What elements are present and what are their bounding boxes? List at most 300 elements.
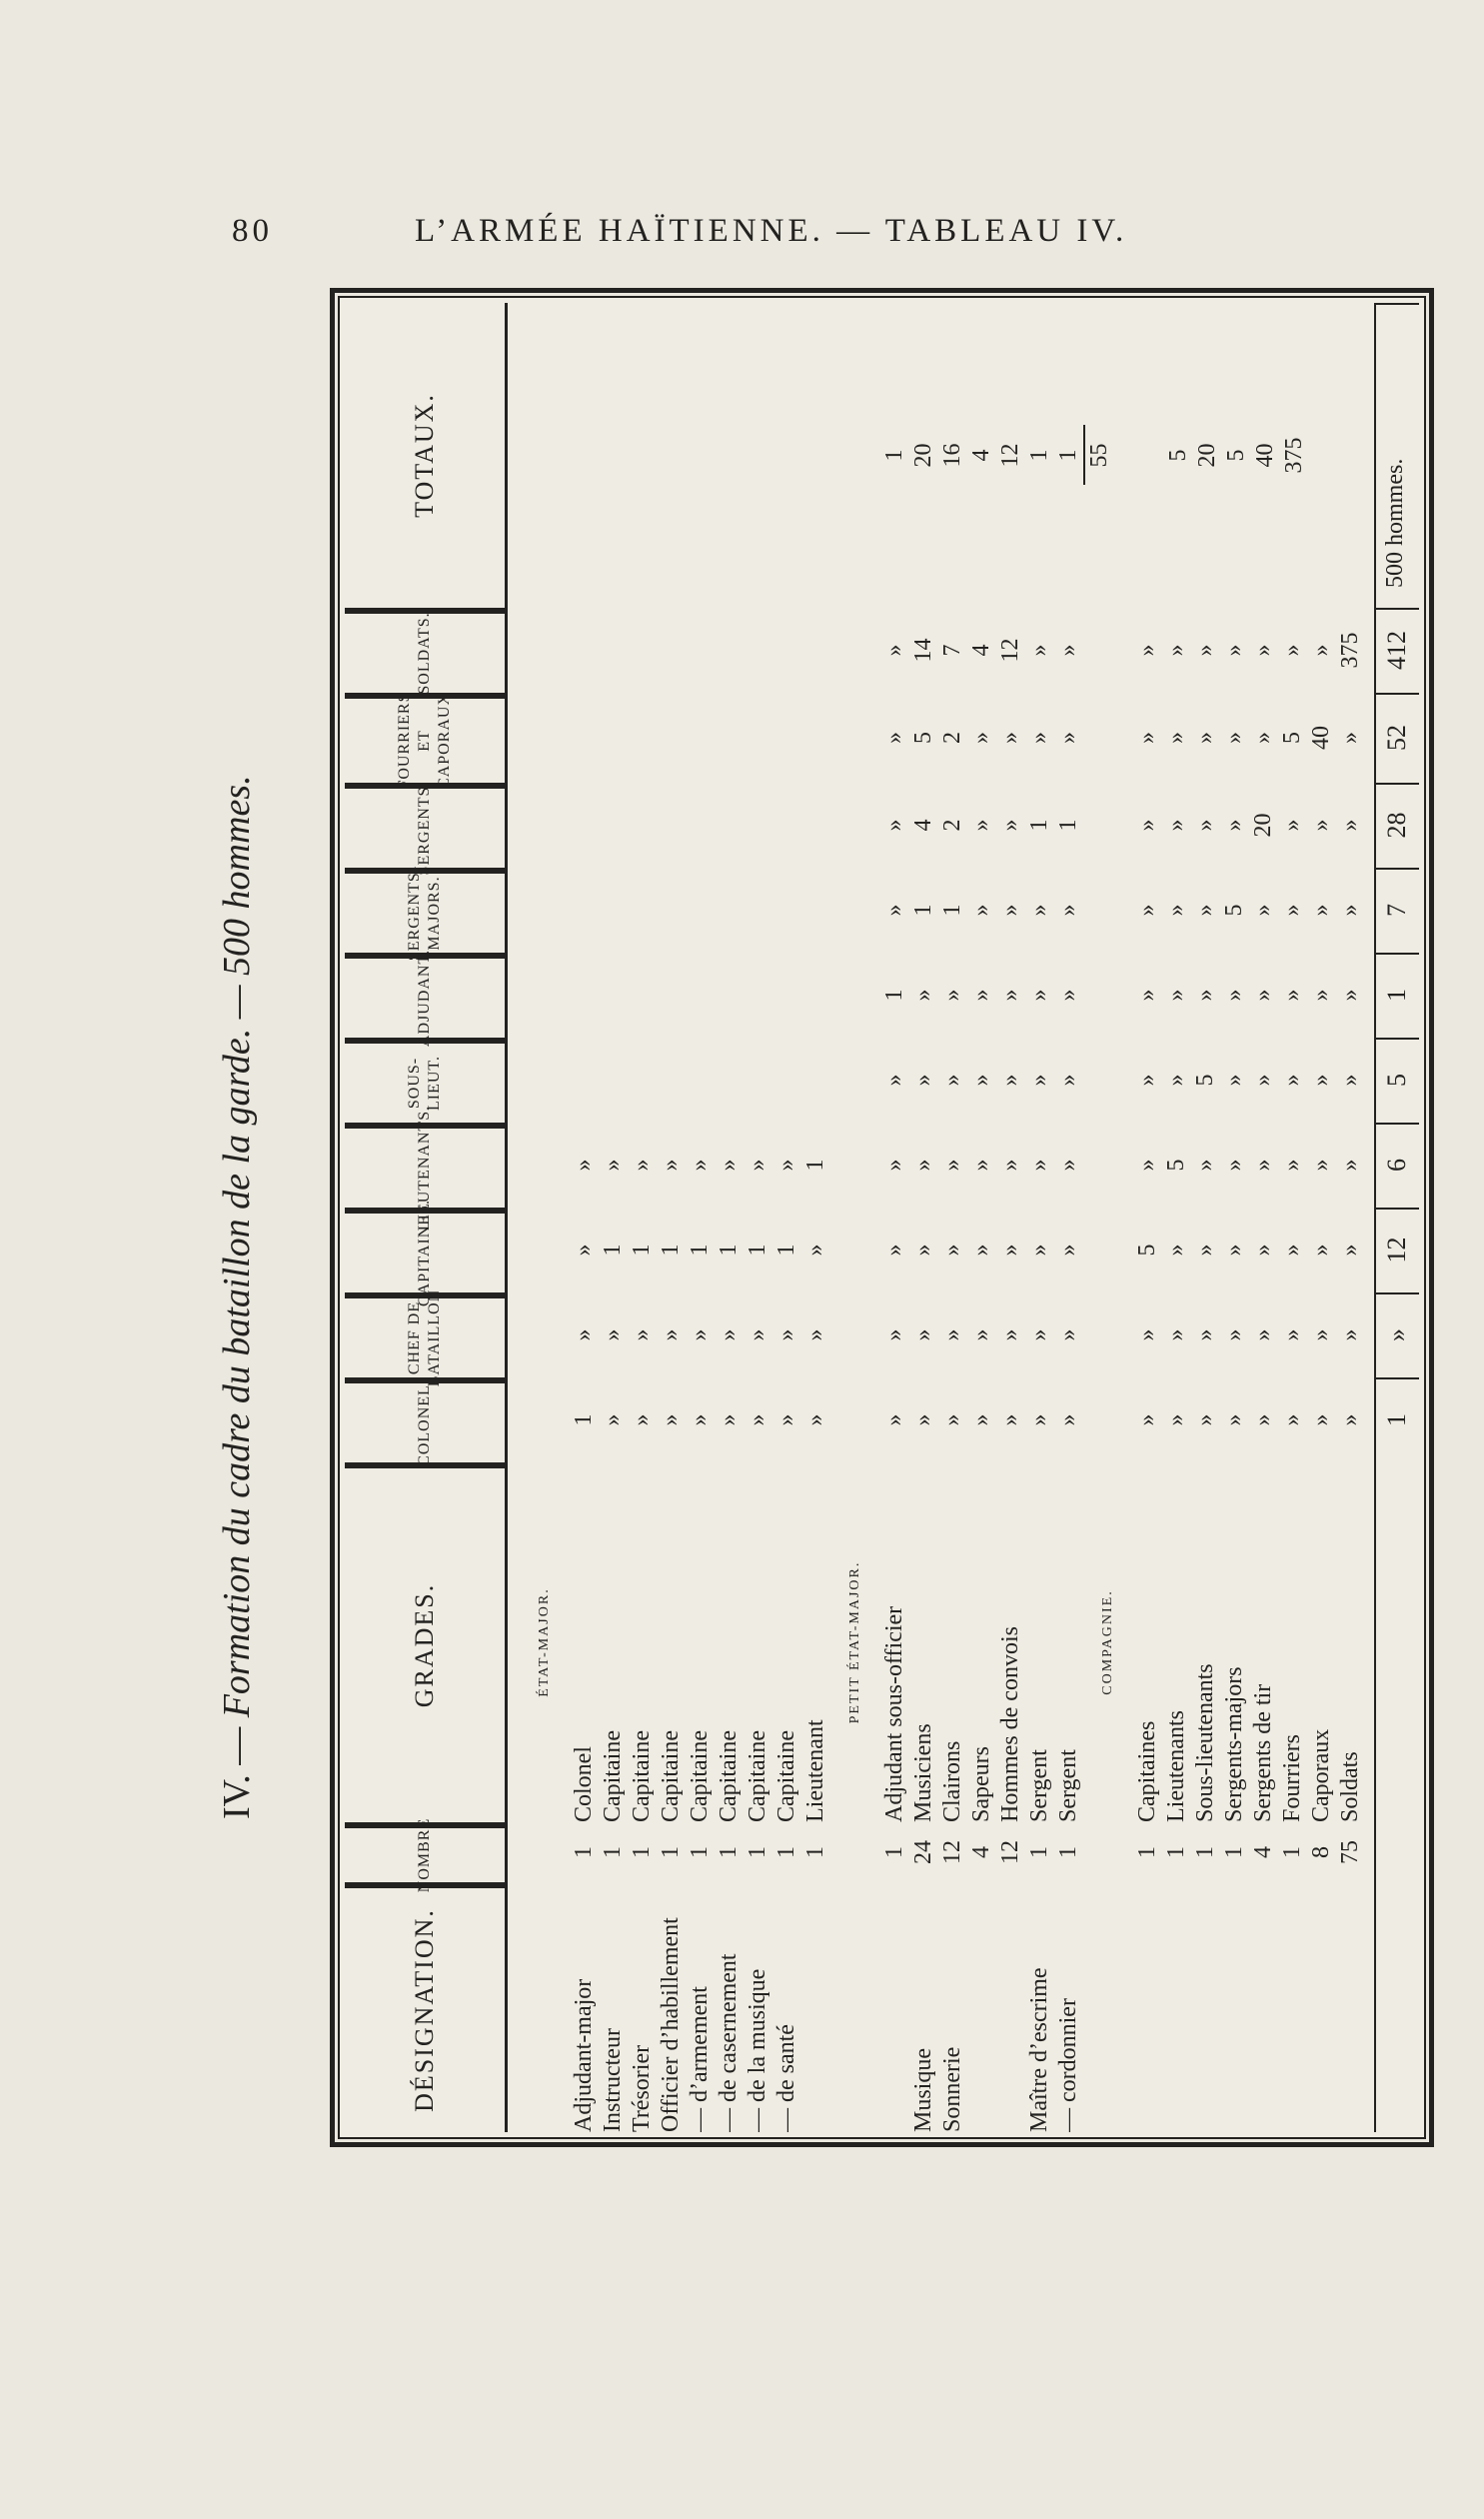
table-cell bbox=[1336, 1208, 1365, 1292]
table-cell bbox=[743, 1123, 772, 1208]
table-cell bbox=[938, 953, 967, 1038]
section-spacer bbox=[830, 1208, 880, 1292]
table-cell bbox=[1025, 783, 1054, 868]
row-label bbox=[599, 1462, 628, 1822]
cell-text: » bbox=[600, 1159, 626, 1172]
table-cell bbox=[772, 608, 801, 693]
cell-text: 12 bbox=[939, 1840, 965, 1864]
table-cell bbox=[715, 1377, 743, 1462]
total-sergents_majors: 7 bbox=[1382, 904, 1411, 917]
row-label bbox=[909, 1462, 938, 1822]
cell-text: » bbox=[1279, 644, 1305, 657]
table-cell bbox=[1191, 783, 1220, 868]
section-title-compagnie: COMPAGNIE. bbox=[1100, 1589, 1115, 1695]
cell-text: » bbox=[939, 1159, 965, 1172]
table-cell bbox=[1309, 303, 1338, 608]
table-cell bbox=[772, 783, 801, 868]
cell-text: — de la musique bbox=[743, 1969, 772, 2132]
cell-text: 12 bbox=[997, 443, 1023, 468]
table-cell bbox=[599, 1123, 628, 1208]
cell-text: 12 bbox=[997, 638, 1023, 663]
table-cell bbox=[570, 1123, 599, 1208]
cell-text: 1 bbox=[687, 1244, 713, 1257]
section-spacer bbox=[830, 1822, 880, 1882]
cell-text: » bbox=[968, 732, 994, 744]
cell-text: 1 bbox=[1279, 1846, 1305, 1858]
header-capitaines: CAPITAINES. bbox=[345, 1208, 505, 1292]
cell-text: » bbox=[1221, 1328, 1247, 1341]
running-head-title: L’ARMÉE HAÏTIENNE. — TABLEAU IV. bbox=[415, 213, 1128, 249]
section-spacer bbox=[520, 1822, 570, 1882]
section-spacer bbox=[520, 783, 570, 868]
column-fourriers bbox=[520, 693, 1365, 783]
table-cell bbox=[1025, 1123, 1054, 1208]
cell-text: » bbox=[1279, 1328, 1305, 1341]
cell-text: » bbox=[968, 1074, 994, 1087]
table-cell bbox=[880, 1208, 909, 1292]
cell-text: 1 bbox=[744, 1846, 770, 1858]
cell-text: » bbox=[1250, 1413, 1276, 1426]
table-cell bbox=[1162, 953, 1191, 1038]
table-cell bbox=[909, 1822, 938, 1882]
cell-text: 1 bbox=[802, 1846, 828, 1858]
table-cell bbox=[801, 783, 830, 868]
cell-text: » bbox=[1279, 1074, 1305, 1087]
table-cell bbox=[1025, 693, 1054, 783]
table-cell bbox=[967, 303, 996, 608]
row-label bbox=[570, 1882, 599, 2132]
cell-text: » bbox=[1026, 989, 1052, 1002]
cell-text: » bbox=[1192, 904, 1218, 917]
table-cell bbox=[1307, 1377, 1336, 1462]
cell-text: 5 bbox=[1223, 449, 1249, 462]
table-cell bbox=[1054, 1822, 1083, 1882]
table-cell bbox=[967, 1123, 996, 1208]
row-label bbox=[628, 1462, 657, 1822]
table-cell bbox=[1191, 1822, 1220, 1882]
table-cell bbox=[967, 953, 996, 1038]
cell-text: » bbox=[1308, 1244, 1334, 1257]
cell-text: Capitaine bbox=[772, 1730, 801, 1822]
subtotal-cell bbox=[1083, 426, 1114, 486]
cell-text: » bbox=[744, 1413, 770, 1426]
table-cell bbox=[570, 1292, 599, 1377]
table-cell bbox=[657, 783, 686, 868]
table-cell bbox=[1191, 1292, 1220, 1377]
table-cell bbox=[880, 1377, 909, 1462]
table-cell bbox=[996, 1292, 1025, 1377]
table-cell bbox=[599, 1038, 628, 1123]
cell-text: » bbox=[1221, 1413, 1247, 1426]
table-cell bbox=[715, 303, 743, 608]
table-cell bbox=[686, 1377, 715, 1462]
total-separator bbox=[1374, 1208, 1419, 1210]
table-cell bbox=[743, 1822, 772, 1882]
cell-text: Capitaine bbox=[715, 1730, 743, 1822]
cell-text: » bbox=[881, 904, 907, 917]
cell-text: 1 bbox=[716, 1244, 742, 1257]
formation-table bbox=[345, 303, 1419, 2132]
cell-text: » bbox=[881, 732, 907, 744]
cell-text: 4 bbox=[968, 644, 994, 657]
cell-text: 1 bbox=[939, 904, 965, 917]
table-cell bbox=[570, 608, 599, 693]
cell-text: » bbox=[1192, 1244, 1218, 1257]
column-nombre bbox=[520, 1822, 1365, 1882]
cell-text: » bbox=[687, 1328, 713, 1341]
table-cell bbox=[1162, 1208, 1191, 1292]
table-cell bbox=[686, 1292, 715, 1377]
cell-text: Musiciens bbox=[909, 1723, 938, 1822]
row-label bbox=[1054, 1462, 1083, 1822]
cell-text: » bbox=[658, 1328, 684, 1341]
section-spacer bbox=[830, 693, 880, 783]
table-cell bbox=[657, 953, 686, 1038]
cell-text: 2 bbox=[939, 732, 965, 744]
table-cell bbox=[1278, 608, 1307, 693]
cell-text: » bbox=[1308, 904, 1334, 917]
table-cell bbox=[1193, 303, 1222, 608]
table-cell bbox=[743, 953, 772, 1038]
cell-text: 4 bbox=[968, 1846, 994, 1858]
table-cell bbox=[1220, 953, 1249, 1038]
section-spacer bbox=[520, 1292, 570, 1377]
cell-text: » bbox=[1134, 732, 1160, 744]
table-cell bbox=[686, 303, 715, 608]
total-colonel: 1 bbox=[1382, 1413, 1411, 1426]
cell-text: » bbox=[658, 1413, 684, 1426]
total-separator bbox=[1374, 953, 1419, 955]
table-cell bbox=[743, 303, 772, 608]
table-cell bbox=[628, 1822, 657, 1882]
table-cell bbox=[599, 608, 628, 693]
cell-text: » bbox=[744, 1159, 770, 1172]
table-cell bbox=[1162, 783, 1191, 868]
column-designation bbox=[520, 1882, 1365, 2132]
cell-text: 1 bbox=[1055, 449, 1081, 462]
table-cell bbox=[1307, 1123, 1336, 1208]
cell-text: » bbox=[571, 1159, 597, 1172]
row-label bbox=[1249, 1462, 1278, 1822]
table-cell bbox=[628, 1292, 657, 1377]
cell-text: » bbox=[1308, 1074, 1334, 1087]
table-cell bbox=[1307, 868, 1336, 953]
section-spacer bbox=[830, 303, 880, 608]
cell-text: 1 bbox=[658, 1846, 684, 1858]
table-cell bbox=[1133, 868, 1162, 953]
table-cell bbox=[570, 1377, 599, 1462]
cell-text: » bbox=[1337, 989, 1363, 1002]
table-cell bbox=[996, 868, 1025, 953]
cell-text: » bbox=[1337, 1159, 1363, 1172]
table-cell bbox=[996, 1208, 1025, 1292]
cell-text: Maître d’escrime bbox=[1025, 1967, 1054, 2132]
table-cell bbox=[1220, 1377, 1249, 1462]
table-cell bbox=[1307, 1292, 1336, 1377]
cell-text: Caporaux bbox=[1307, 1729, 1336, 1822]
cell-text: » bbox=[773, 1159, 799, 1172]
cell-text: » bbox=[1026, 1244, 1052, 1257]
table-cell bbox=[599, 1292, 628, 1377]
table-cell bbox=[743, 608, 772, 693]
cell-text: » bbox=[910, 989, 936, 1002]
table-cell bbox=[1338, 303, 1367, 608]
table-cell bbox=[1133, 608, 1162, 693]
table-cell bbox=[628, 303, 657, 608]
cell-text: 4 bbox=[968, 449, 994, 462]
table-cell bbox=[686, 783, 715, 868]
cell-text: » bbox=[1055, 1413, 1081, 1426]
table-cell bbox=[801, 693, 830, 783]
cell-text: 1 bbox=[1055, 1846, 1081, 1858]
cell-text: 20 bbox=[1250, 813, 1276, 838]
cell-text: 1 bbox=[881, 1846, 907, 1858]
table-cell bbox=[1307, 783, 1336, 868]
table-cell bbox=[880, 693, 909, 783]
table-cell bbox=[1162, 1123, 1191, 1208]
cell-text: Soldats bbox=[1336, 1751, 1365, 1822]
cell-text: » bbox=[1308, 1413, 1334, 1426]
table-cell bbox=[772, 1123, 801, 1208]
table-cell bbox=[801, 1208, 830, 1292]
table-caption-text: Formation du cadre du bataillon de la garde. — 500 hommes. bbox=[216, 775, 258, 1718]
cell-text: 5 bbox=[1279, 732, 1305, 744]
cell-text: » bbox=[910, 1159, 936, 1172]
header-designation: DÉSIGNATION. bbox=[345, 1882, 505, 2132]
table-cell bbox=[657, 1208, 686, 1292]
table-cell bbox=[967, 783, 996, 868]
cell-text: 5 bbox=[1165, 449, 1191, 462]
table-cell bbox=[967, 1377, 996, 1462]
cell-text: 1 bbox=[773, 1244, 799, 1257]
table-cell bbox=[628, 1377, 657, 1462]
table-cell bbox=[1336, 953, 1365, 1038]
section-spacer bbox=[1083, 783, 1133, 868]
table-cell bbox=[628, 783, 657, 868]
cell-text: » bbox=[939, 1328, 965, 1341]
cell-text: » bbox=[968, 1244, 994, 1257]
cell-text: » bbox=[1163, 904, 1189, 917]
table-cell bbox=[1249, 1377, 1278, 1462]
cell-text: 8 bbox=[1308, 1846, 1334, 1858]
cell-text: » bbox=[1250, 644, 1276, 657]
table-cell bbox=[1054, 1123, 1083, 1208]
section-spacer bbox=[1083, 1038, 1133, 1123]
total-lieutenants: 6 bbox=[1382, 1159, 1411, 1172]
header-totaux: TOTAUX. bbox=[410, 393, 439, 518]
table-cell bbox=[909, 868, 938, 953]
cell-text: Sergent bbox=[1025, 1749, 1054, 1822]
cell-text: » bbox=[1308, 989, 1334, 1002]
cell-text: » bbox=[1279, 1159, 1305, 1172]
cell-text: 12 bbox=[997, 1840, 1023, 1864]
cell-text: 1 bbox=[600, 1846, 626, 1858]
table-cell bbox=[1278, 1208, 1307, 1292]
cell-text: » bbox=[968, 1159, 994, 1172]
table-cell bbox=[657, 868, 686, 953]
table-cell bbox=[743, 693, 772, 783]
table-cell bbox=[1133, 953, 1162, 1038]
table-cell bbox=[938, 868, 967, 953]
section-spacer bbox=[520, 953, 570, 1038]
table-cell bbox=[715, 693, 743, 783]
table-cell bbox=[1164, 303, 1193, 608]
cell-text: 1 bbox=[687, 1846, 713, 1858]
table-cell bbox=[1054, 953, 1083, 1038]
cell-text: » bbox=[939, 1074, 965, 1087]
table-cell bbox=[1054, 1292, 1083, 1377]
cell-text: » bbox=[716, 1328, 742, 1341]
table-cell bbox=[1336, 1822, 1365, 1882]
cell-text: » bbox=[1337, 819, 1363, 832]
table-cell bbox=[686, 1208, 715, 1292]
table-cell bbox=[1307, 608, 1336, 693]
cell-text: » bbox=[881, 1328, 907, 1341]
cell-text: » bbox=[687, 1159, 713, 1172]
table-cell bbox=[1249, 868, 1278, 953]
row-label bbox=[1220, 1462, 1249, 1822]
table-cell bbox=[938, 1123, 967, 1208]
table-cell bbox=[1251, 303, 1280, 608]
row-label bbox=[1191, 1462, 1220, 1822]
row-label bbox=[1162, 1882, 1191, 2132]
table-cell bbox=[1336, 608, 1365, 693]
table-cell bbox=[1278, 1038, 1307, 1123]
cell-text: » bbox=[1250, 1159, 1276, 1172]
cell-text: » bbox=[1026, 1413, 1052, 1426]
table-cell bbox=[743, 783, 772, 868]
section-spacer bbox=[830, 1292, 880, 1377]
cell-text: 1 bbox=[802, 1159, 828, 1172]
cell-text: » bbox=[1163, 1074, 1189, 1087]
table-cell bbox=[628, 953, 657, 1038]
running-head bbox=[0, 205, 1484, 265]
table-cell bbox=[1249, 693, 1278, 783]
cell-text: 5 bbox=[910, 732, 936, 744]
cell-text: 2 bbox=[939, 819, 965, 832]
cell-text: » bbox=[1026, 644, 1052, 657]
cell-text: Lieutenants bbox=[1162, 1710, 1191, 1822]
row-label bbox=[686, 1882, 715, 2132]
table-cell bbox=[1278, 868, 1307, 953]
table-cell bbox=[1220, 1822, 1249, 1882]
table-cell bbox=[1249, 953, 1278, 1038]
cell-text: 5 bbox=[1163, 1159, 1189, 1172]
table-cell bbox=[1249, 608, 1278, 693]
section-spacer bbox=[830, 1882, 880, 2132]
table-cell bbox=[772, 1038, 801, 1123]
total-separator bbox=[1374, 1377, 1419, 1379]
table-frame bbox=[330, 288, 1434, 2147]
cell-text: » bbox=[1221, 1244, 1247, 1257]
table-cell bbox=[996, 1822, 1025, 1882]
cell-text: » bbox=[629, 1328, 655, 1341]
table-cell bbox=[772, 1822, 801, 1882]
total-separator bbox=[1374, 868, 1419, 870]
section-spacer bbox=[1083, 693, 1133, 783]
section-spacer bbox=[520, 1882, 570, 2132]
table-cell bbox=[599, 303, 628, 608]
total-totaux: 500 hommes. bbox=[1382, 458, 1408, 588]
cell-text: Capitaine bbox=[628, 1730, 657, 1822]
table-cell bbox=[599, 953, 628, 1038]
cell-text: 1 bbox=[910, 904, 936, 917]
table-cell bbox=[1278, 953, 1307, 1038]
cell-text: 5 bbox=[1134, 1244, 1160, 1257]
header-lieutenants: LIEUTENANTS. bbox=[345, 1123, 505, 1208]
row-label bbox=[657, 1462, 686, 1822]
table-cell bbox=[967, 1208, 996, 1292]
cell-text: » bbox=[1250, 1328, 1276, 1341]
cell-text: » bbox=[1308, 644, 1334, 657]
cell-text: » bbox=[1221, 1074, 1247, 1087]
cell-text: 1 bbox=[744, 1244, 770, 1257]
header-fourriers: FOURRIERS ET CAPORAUX bbox=[345, 693, 505, 783]
cell-text: » bbox=[1250, 904, 1276, 917]
row-label bbox=[801, 1462, 830, 1822]
cell-text: » bbox=[1337, 732, 1363, 744]
table-cell bbox=[1249, 1208, 1278, 1292]
cell-text: 7 bbox=[939, 644, 965, 657]
table-cell bbox=[715, 608, 743, 693]
cell-text: » bbox=[910, 1074, 936, 1087]
section-spacer bbox=[830, 1123, 880, 1208]
cell-text: » bbox=[1026, 1074, 1052, 1087]
table-cell bbox=[1025, 1822, 1054, 1882]
section-spacer bbox=[1083, 1377, 1133, 1462]
table-cell bbox=[1162, 1292, 1191, 1377]
cell-text: » bbox=[939, 1244, 965, 1257]
cell-text: Capitaine bbox=[743, 1730, 772, 1822]
cell-text: » bbox=[1055, 989, 1081, 1002]
section-spacer bbox=[830, 608, 880, 693]
cell-text: » bbox=[997, 1159, 1023, 1172]
section-spacer bbox=[1083, 1822, 1133, 1882]
table-cell bbox=[880, 608, 909, 693]
table-cell bbox=[657, 608, 686, 693]
cell-text: » bbox=[997, 1244, 1023, 1257]
header-adjudant: ADJUDANT. bbox=[345, 953, 505, 1038]
total-fourriers: 52 bbox=[1382, 725, 1411, 751]
table-cell bbox=[657, 1292, 686, 1377]
table-cell bbox=[715, 953, 743, 1038]
table-cell bbox=[880, 303, 909, 608]
table-cell bbox=[909, 1377, 938, 1462]
table-cell bbox=[570, 1822, 599, 1882]
cell-text: » bbox=[939, 989, 965, 1002]
section-spacer bbox=[520, 1377, 570, 1462]
cell-text: » bbox=[910, 1328, 936, 1341]
cell-text: » bbox=[1134, 644, 1160, 657]
table-cell bbox=[1222, 303, 1251, 608]
table-cell bbox=[1191, 608, 1220, 693]
table-cell bbox=[1278, 1822, 1307, 1882]
table-cell bbox=[628, 1123, 657, 1208]
cell-text: 14 bbox=[910, 638, 936, 663]
table-cell bbox=[1191, 953, 1220, 1038]
cell-text: 375 bbox=[1281, 437, 1307, 474]
table-cell bbox=[1133, 1038, 1162, 1123]
table-cell bbox=[938, 608, 967, 693]
table-cell bbox=[996, 303, 1025, 608]
cell-text: Sergents-majors bbox=[1220, 1666, 1249, 1822]
cell-text: Capitaine bbox=[657, 1730, 686, 1822]
table-cell bbox=[686, 1038, 715, 1123]
table-cell bbox=[1336, 1038, 1365, 1123]
cell-text: » bbox=[1026, 1328, 1052, 1341]
row-label bbox=[743, 1462, 772, 1822]
cell-text: » bbox=[968, 904, 994, 917]
